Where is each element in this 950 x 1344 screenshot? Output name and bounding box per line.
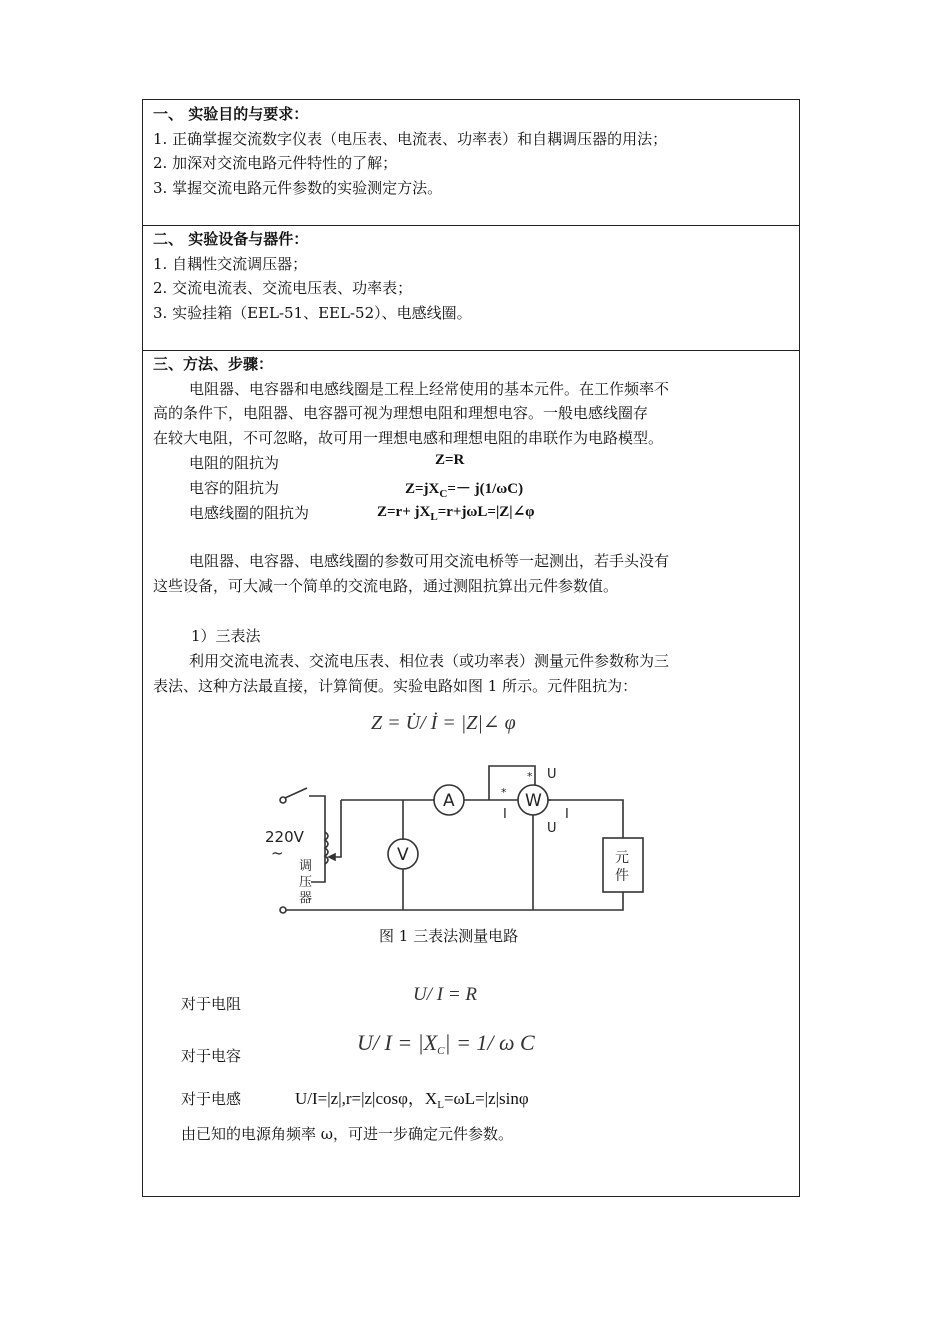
list-item: 1. 正确掌握交流数字仪表（电压表、电流表、功率表）和自耦调压器的用法； [153,129,668,148]
voltmeter-label: V [397,845,409,865]
list-item: 1. 自耦性交流调压器； [153,254,308,273]
formula-subscript: C [437,1045,445,1057]
inductor-label: 对于电感 [181,1090,242,1108]
impedance-resistor-label: 电阻的阻抗为 [189,454,280,472]
element-char: 件 [615,868,629,884]
formula-subscript: L [437,1099,444,1111]
method-title: 1）三表法 [191,627,261,645]
regulator-char: 调 [299,859,313,874]
divider [143,350,799,351]
capacitor-equation [357,1030,535,1057]
resistor-equation: U/ I = R [413,984,478,1005]
ammeter-label: A [443,791,455,811]
formula-part: =－ j(1/ωC) [447,481,524,497]
i-left-label: I [503,807,507,822]
i-right-label: I [565,807,569,822]
voltmeter-icon [388,839,418,869]
paragraph-line: 这些设备，可大减一个简单的交流电路，通过测阻抗算出元件参数值。 [153,576,619,595]
figure-caption: 图 1 三表法测量电路 [379,927,519,945]
regulator-char: 压 [299,875,313,890]
paragraph-line: 电阻器、电容器、电感线圈的参数可用交流电桥等一起测出，若手头没有 [189,552,670,570]
formula-part: Z=r+ jX [377,504,431,520]
top-wire-right [548,800,623,838]
switch-lever [285,788,307,798]
regulator-left-wire [309,796,325,882]
final-line: 由已知的电源角频率 ω，可进一步确定元件参数。 [181,1125,514,1143]
paragraph-line: 电阻器、电容器和电感线圈是工程上经常使用的基本元件。在工作频率不 [189,379,670,398]
formula-part: Z=jX [405,481,440,497]
divider [143,225,799,226]
resistor-label: 对于电阻 [181,995,242,1013]
impedance-capacitor-formula [405,477,523,500]
inductor-equation [295,1084,529,1111]
list-item: 3. 实验挂箱（EEL-51、EEL-52）、电感线圈。 [153,303,472,322]
regulator-tap [335,800,341,857]
impedance-inductor-label: 电感线圈的阻抗为 [189,504,310,522]
u-top-label: U [547,767,557,782]
formula-part: =ωL=|z|sinφ [443,1089,529,1108]
u-bottom-label: U [547,821,557,836]
section-method [153,352,791,450]
paragraph-3 [153,649,791,698]
paragraph-line: 在较大电阻，不可忽略，故可用一理想电感和理想电阻的串联作为电路模型。 [153,428,664,447]
ammeter-icon [434,785,464,815]
paragraph-line: 表法、这种方法最直接，计算简便。实验电路如图 1 所示。元件阻抗为： [153,676,638,695]
section-heading: 三、方法、步骤： [153,355,274,373]
impedance-inductor-formula [377,502,535,523]
formula-part: U/I=|z|,r=|z|cosφ，X [295,1089,438,1108]
formula-subscript: C [439,488,448,500]
element-box [603,838,643,892]
star-mark: * [527,770,533,783]
list-item: 2. 加深对交流电路元件特性的了解； [153,154,398,172]
section-objectives [153,102,791,200]
circuit-diagram [263,762,663,920]
tilde-icon: ~ [271,844,284,862]
source-terminal [280,907,286,913]
wattmeter-label: W [525,791,542,811]
formula-part: | = 1/ ω C [444,1030,535,1055]
paragraph-line: 高的条件下，电阻器、电容器可视为理想电阻和理想电容。一般电感线圈存 [153,404,649,422]
impedance-capacitor-label: 电容的阻抗为 [189,479,280,497]
section-heading: 二、 实验设备与器件： [153,230,309,248]
element-char: 元 [615,850,629,866]
paragraph-line: 利用交流电流表、交流电压表、相位表（或功率表）测量元件参数称为三 [189,652,670,670]
paragraph-2 [153,549,791,598]
report-table [142,99,800,1197]
element-return-wire [603,892,623,910]
star-mark: * [501,786,507,799]
impedance-resistor-formula: Z=R [435,452,465,468]
formula-subscript: L [430,511,438,523]
formula-part: U/ I = |X [357,1030,438,1055]
list-item: 3. 掌握交流电路元件参数的实验测定方法。 [153,178,443,197]
equation-impedance: Z = U̇/ İ = |Z|∠ φ [371,712,516,734]
regulator-char: 器 [299,891,313,906]
formula-part: =r+jωL=|Z|∠φ [437,504,535,520]
section-heading: 一、 实验目的与要求： [153,105,309,123]
wattmeter-icon [518,785,548,815]
section-equipment [153,227,791,325]
list-item: 2. 交流电流表、交流电压表、功率表； [153,279,413,297]
capacitor-label: 对于电容 [181,1047,242,1065]
regulator-arrow [329,854,335,860]
source-label: 220V [265,828,304,846]
